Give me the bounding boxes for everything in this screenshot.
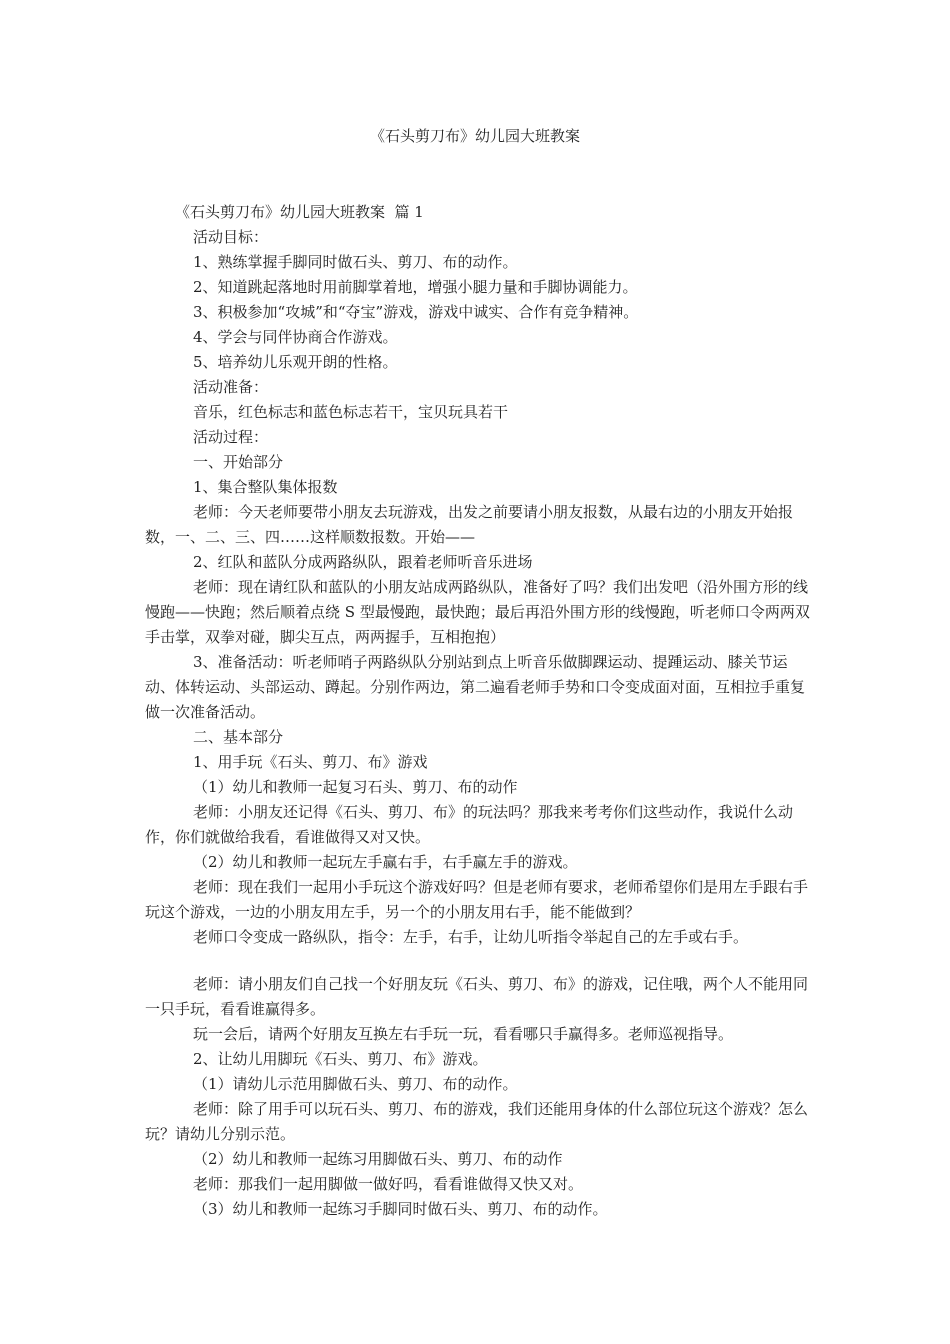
step-heading: 1、集合整队集体报数 xyxy=(193,478,338,496)
document-title: 《石头剪刀布》幼儿园大班教案 xyxy=(369,127,580,145)
step-heading: 1、用手玩《石头、剪刀、布》游戏 xyxy=(193,753,428,771)
objective-item-4: 4、学会与同伴协商合作游戏。 xyxy=(193,328,398,346)
step-heading: 2、红队和蓝队分成两路纵队，跟着老师听音乐进场 xyxy=(193,553,533,571)
objective-item-2: 2、知道跳起落地时用前脚掌着地，增强小腿力量和手脚协调能力。 xyxy=(193,278,638,296)
preparation-label: 活动准备： xyxy=(193,378,269,396)
objective-item-3: 3、积极参加“攻城”和“夺宝”游戏，游戏中诚实、合作有竞争精神。 xyxy=(193,303,639,321)
substep-heading: （2）幼儿和教师一起练习用脚做石头、剪刀、布的动作 xyxy=(193,1150,563,1168)
section-heading: 《石头剪刀布》幼儿园大班教案 篇 1 xyxy=(175,203,424,221)
teacher-line: 老师：那我们一起用脚做一做好吗，看看谁做得又快又对。 xyxy=(193,1175,584,1193)
part-two-heading: 二、基本部分 xyxy=(193,728,284,746)
objectives-label: 活动目标： xyxy=(193,228,269,246)
teacher-paragraph: 老师：现在我们一起用小手玩这个游戏好吗？但是老师有要求，老师希望你们是用左手跟右手玩这个游戏，一边的小朋友用左手，另一个的小朋友用右手，能不能做到？ xyxy=(145,878,809,921)
substep-heading: （1）幼儿和教师一起复习石头、剪刀、布的动作 xyxy=(193,778,518,796)
objective-item-5: 5、培养幼儿乐观开朗的性格。 xyxy=(193,353,398,371)
objective-item-1: 1、熟练掌握手脚同时做石头、剪刀、布的动作。 xyxy=(193,253,518,271)
substep-heading: （3）幼儿和教师一起练习手脚同时做石头、剪刀、布的动作。 xyxy=(193,1200,608,1218)
warmup-paragraph: 3、准备活动：听老师哨子两路纵队分别站到点上听音乐做脚踝运动、提踵运动、膝关节运动、体转运动、头部运动、蹲起。分别作两边，第二遍看老师手势和口令变成面对面，互相拉手重复做一次准备活动。 xyxy=(145,653,806,721)
teacher-paragraph: 老师：请小朋友们自己找一个好朋友玩《石头、剪刀、布》的游戏，记住哦，两个人不能用同一只手玩，看看谁赢得多。 xyxy=(145,975,809,1018)
teacher-paragraph: 老师：今天老师要带小朋友去玩游戏，出发之前要请小朋友报数，从最右边的小朋友开始报数，一、二、三、四……这样顺数报数。开始—— xyxy=(145,503,794,546)
preparation-text: 音乐，红色标志和蓝色标志若干，宝贝玩具若干 xyxy=(193,403,509,421)
teacher-paragraph: 老师：除了用手可以玩石头、剪刀、布的游戏，我们还能用身体的什么部位玩这个游戏？怎么玩？请幼儿分别示范。 xyxy=(145,1100,809,1143)
teacher-paragraph: 老师：现在请红队和蓝队的小朋友站成两路纵队，准备好了吗？我们出发吧（沿外围方形的线慢跑——快跑；然后顺着点绕 S 型最慢跑，最快跑；最后再沿外围方形的线慢跑，听老师口令两两双手击掌，双拳对碰，脚尖互点，两两握手，互相抱抱） xyxy=(145,578,810,646)
instruction-paragraph: 玩一会后，请两个好朋友互换左右手玩一玩，看看哪只手赢得多。老师巡视指导。 xyxy=(193,1025,734,1043)
process-label: 活动过程： xyxy=(193,428,269,446)
document-body xyxy=(145,200,810,1222)
substep-heading: （1）请幼儿示范用脚做石头、剪刀、布的动作。 xyxy=(193,1075,518,1093)
instruction-paragraph: 老师口令变成一路纵队，指令：左手，右手，让幼儿听指令举起自己的左手或右手。 xyxy=(193,928,749,946)
substep-heading: （2）幼儿和教师一起玩左手赢右手，右手赢左手的游戏。 xyxy=(193,853,578,871)
part-one-heading: 一、开始部分 xyxy=(193,453,284,471)
step-heading: 2、让幼儿用脚玩《石头、剪刀、布》游戏。 xyxy=(193,1050,488,1068)
paragraph-gap xyxy=(145,950,810,972)
teacher-paragraph: 老师：小朋友还记得《石头、剪刀、布》的玩法吗？那我来考考你们这些动作，我说什么动作，你们就做给我看，看谁做得又对又快。 xyxy=(145,803,794,846)
